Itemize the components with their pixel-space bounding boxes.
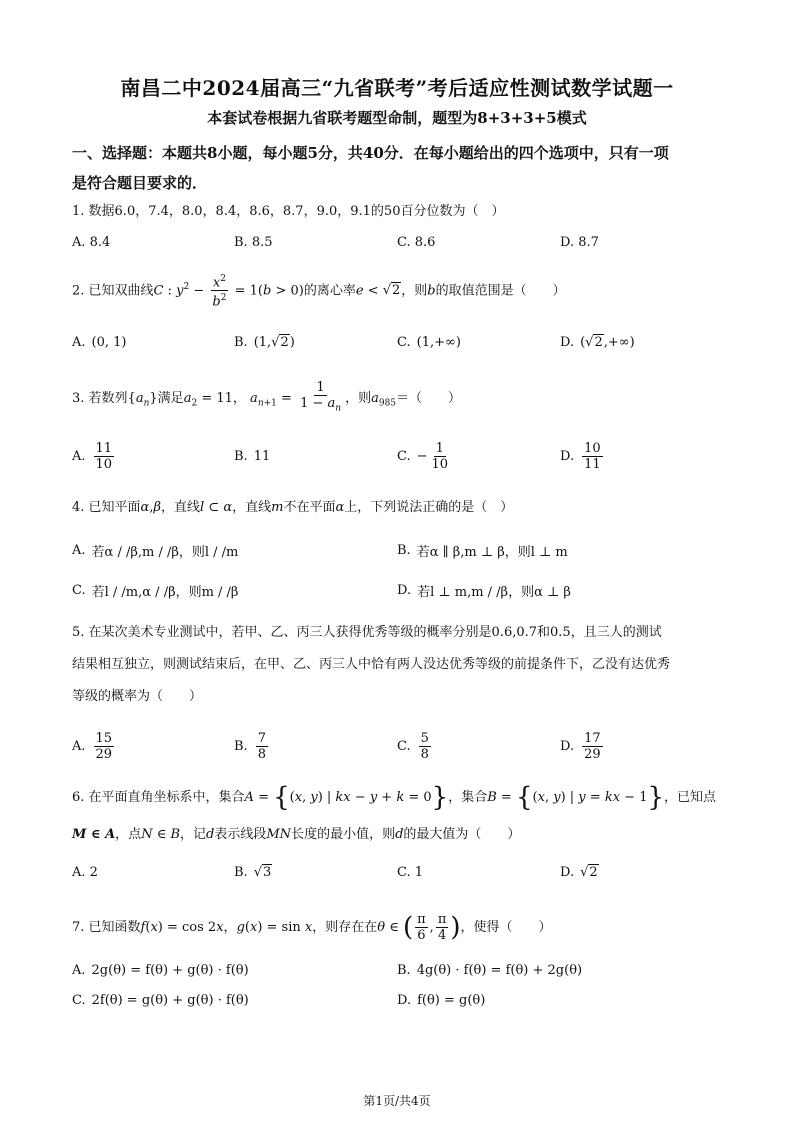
question-5-line2: 结果相互独立，则测试结束后，在甲、乙、丙三人中恰有两人没达优秀等级的前提条件下，乙没有达优秀 [72,657,671,672]
q3-fraction: $\frac{1}{1 - a_n}$ [300,380,342,414]
page-title: 南昌二中2024届高三“九省联考”考后适应性测试数学试题一 [120,76,674,100]
q2-option-c: C. (1,+∞) [397,334,461,350]
q2-option-a: A. (0, 1) [72,334,127,350]
q4-option-a: A. 若α / /β,m / /β，则l / /m [72,542,239,560]
q6-option-b: B. √3 [234,864,272,880]
q1-option-c: C. 8.6 [397,234,436,250]
question-7-stem: 7. 已知函数f(x) = cos 2x，g(x) = sin x，则存在在θ ∈ ( $\frac{\pi}{6}$ , $\frac{\pi}{4}$ )，使得（ ） [72,912,552,943]
q5-option-d: D. $\frac{17}{29}$ [560,730,601,762]
page-footer: 第1页/共4页 [363,1094,431,1108]
q5-option-a: A. $\frac{15}{29}$ [72,730,113,762]
q3-option-b: B. 11 [234,448,271,464]
question-4-stem: 4. 已知平面α,β，直线l ⊂ α，直线m不在平面α上，下列说法正确的是（ ） [72,500,514,515]
question-6-line2: M ∈ A，点N ∈ B，记d表示线段MN长度的最小值，则d的最大值为（ ） [72,827,521,842]
question-4-options-row2 [72,570,732,610]
question-6-line1: 6. 在平面直角坐标系中，集合A = {(x, y) | kx − y + k = 0}，集合B = {(x, y) | y = kx − 1}，已知点 [72,782,717,813]
q7-option-a: A. 2g(θ) = f(θ) + g(θ) · f(θ) [72,962,249,978]
page-subtitle: 本套试卷根据九省联考题型命制，题型为8+3+3+5模式 [207,109,587,127]
question-5-line1: 5. 在某次美术专业测试中，若甲、乙、丙三人获得优秀等级的概率分别是0.6,0.7和0.5，且三人的测试 [72,625,662,640]
q4-option-c: C. 若l / /m,α / /β，则m / /β [72,582,239,600]
q2-option-b: B. (1, √2 ) [234,334,295,350]
question-3-stem: 3. 若数列$\{a_n\}$满足$a_2 = 11$， $a_{n+1}$ = $\frac{1}{1 - a_n}$ ，则$a_{985}=$（ ） [72,380,732,417]
q3-option-a: A. $\frac{11}{10}$ [72,440,113,472]
q5-option-c: C. $\frac{5}{8}$ [397,730,429,762]
q1-option-b: B. 8.5 [234,234,273,250]
q5-option-b: B. $\frac{7}{8}$ [234,730,266,762]
q3-option-d: D. $\frac{10}{11}$ [560,440,601,472]
question-6-options [72,852,732,892]
question-2-options [72,322,732,362]
q6-option-a: A. 2 [72,864,98,880]
q7-option-d: D. f(θ) = g(θ) [397,992,486,1008]
q7-option-b: B. 4g(θ) · f(θ) = f(θ) + 2g(θ) [397,962,583,978]
q3-option-c: C. − $\frac{1}{10}$ [397,440,449,472]
q1-option-d: D. 8.7 [560,234,599,250]
section-heading-line1: 一、选择题：本题共8小题，每小题5分，共40分．在每小题给出的四个选项中，只有一项 [72,144,669,162]
q2-option-d: D. ( √2 ,+∞) [560,334,635,350]
question-7-options-row2 [72,980,732,1020]
question-2-stem: 2. 已知双曲线C : $y^2$ − $\frac{x^2}{b^2}$ = 1(b > 0)的离心率e < √2，则b的取值范围是（ ） [72,274,566,310]
question-1-stem: 1. 数据6.0，7.4，8.0，8.4，8.6，8.7，9.0，9.1的50百分位数为（ ） [72,204,505,219]
section-heading-line2: 是符合题目要求的． [72,174,208,192]
q2-fraction: $\frac{x^2}{b^2}$ [212,274,227,310]
question-5-line3: 等级的概率为（ ） [72,689,203,704]
q4-option-b: B. 若α ∥ β,m ⊥ β，则l ⊥ m [397,542,568,560]
question-1-options [72,222,732,262]
q6-option-c: C. 1 [397,864,424,880]
q7-option-c: C. 2f(θ) = g(θ) + g(θ) · f(θ) [72,992,249,1008]
question-4-options-row1 [72,530,732,570]
question-5-options [72,726,732,766]
q4-option-d: D. 若l ⊥ m,m / /β，则α ⊥ β [397,582,571,600]
q6-option-d: D. √2 [560,864,598,880]
q1-option-a: A. 8.4 [72,234,111,250]
question-3-options [72,436,732,476]
